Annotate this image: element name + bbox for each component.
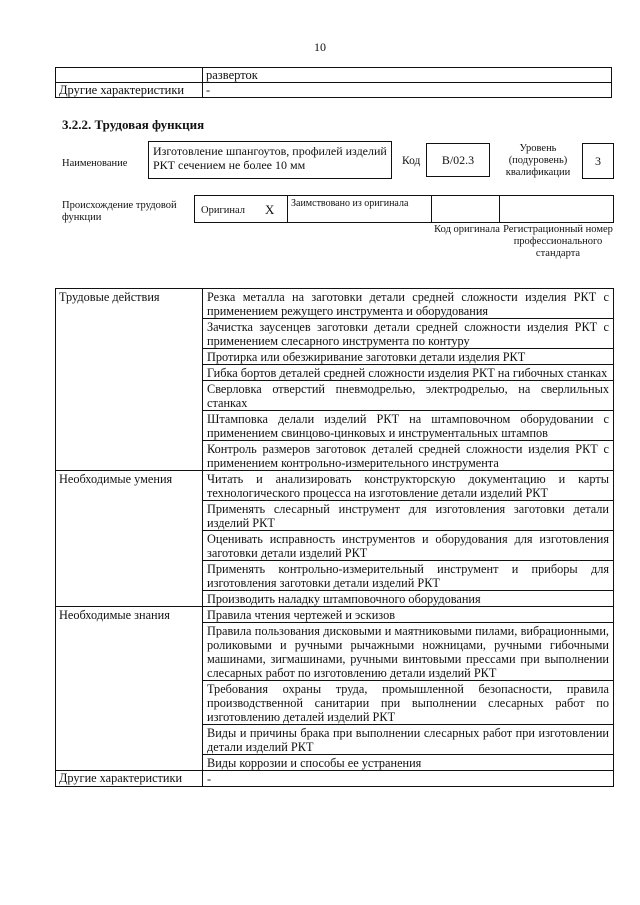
other-characteristics-label: Другие характеристики <box>56 771 203 787</box>
other-characteristics-value: - <box>203 771 614 787</box>
code-label: Код <box>402 155 421 167</box>
name-value: Изготовление шпангоутов, профилей изделий РКТ сечением не более 10 мм <box>148 141 392 179</box>
origin-row <box>194 195 614 223</box>
empty-cell <box>56 591 203 607</box>
empty-cell <box>56 349 203 365</box>
list-item: Требования охраны труда, промышленной безопасности, правила производственной санитарии при выполнении слесарных работ по изготовлению деталей изделий РКТ <box>203 681 614 725</box>
registration-number-label: Регистрационный номер профессионального стандарта <box>503 224 613 259</box>
empty-cell <box>56 411 203 441</box>
list-item: Оценивать исправность инструментов и оборудования для изготовления заготовки детали изделий РКТ <box>203 531 614 561</box>
divider <box>431 195 432 223</box>
borrowed-label: Заимствовано из оригинала <box>291 198 409 209</box>
original-label: Оригинал <box>201 205 245 216</box>
labor-actions <box>56 289 614 471</box>
section-label: Трудовые действия <box>56 289 203 319</box>
list-item: Виды и причины брака при выполнении слесарных работ при изготовлении детали изделий РКТ <box>203 725 614 755</box>
original-mark: X <box>265 202 275 217</box>
code-value: B/02.3 <box>426 143 490 177</box>
other-characteristics <box>56 771 614 787</box>
empty-cell <box>56 531 203 561</box>
list-item: Правила чтения чертежей и эскизов <box>203 607 614 623</box>
list-item: Применять контрольно-измерительный инструмент и приборы для изготовления заготовки детали изделий РКТ <box>203 561 614 591</box>
empty-cell <box>56 755 203 771</box>
divider <box>499 195 500 223</box>
empty-cell <box>56 381 203 411</box>
list-item: Протирка или обезжиривание заготовки детали изделия РКТ <box>203 349 614 365</box>
empty-cell <box>56 623 203 681</box>
row-value: разверток <box>203 68 612 83</box>
list-item: Виды коррозии и способы ее устранения <box>203 755 614 771</box>
list-item: Штамповка делали изделий РКТ на штамповочном оборудовании с применением свинцово-цинковых и инструментальных штампов <box>203 411 614 441</box>
empty-cell <box>56 501 203 531</box>
empty-cell <box>56 441 203 471</box>
list-item: Применять слесарный инструмент для изготовления заготовки детали изделий РКТ <box>203 501 614 531</box>
list-item: Правила пользования дисковыми и маятниковыми пилами, вибрационными, роликовыми и ручными рычажными ножницами, ручными гибочными машинами, зигмашинами, ручными винтовыми прессами при выполнении слесарных работ по изготовлению детали изделий РКТ <box>203 623 614 681</box>
empty-cell <box>56 319 203 349</box>
empty-cell <box>56 365 203 381</box>
empty-cell <box>56 681 203 725</box>
code-original-label: Код оригинала <box>434 224 500 235</box>
divider <box>287 195 288 223</box>
page-number: 10 <box>314 40 326 54</box>
other-characteristics-value: - <box>203 83 612 98</box>
level-label: Уровень (подуровень) квалификации <box>505 143 571 178</box>
origin-label: Происхождение трудовой функции <box>62 200 177 223</box>
required-knowledge <box>56 607 614 771</box>
empty-cell <box>56 561 203 591</box>
empty-cell <box>56 68 203 83</box>
section-title: 3.2.2. Трудовая функция <box>62 117 205 132</box>
previous-table-tail <box>55 67 612 98</box>
name-label: Наименование <box>62 158 128 169</box>
list-item: Зачистка заусенцев заготовки детали средней сложности изделия РКТ с применением слесарного инструмента по контуру <box>203 319 614 349</box>
other-characteristics-label: Другие характеристики <box>56 83 203 98</box>
section-label: Необходимые умения <box>56 471 203 501</box>
required-skills <box>56 471 614 607</box>
level-value: 3 <box>582 143 614 179</box>
function-details-table <box>55 288 614 787</box>
list-item: Контроль размеров заготовок деталей средней сложности изделия РКТ с применением контрольно-измерительного инструмента <box>203 441 614 471</box>
empty-cell <box>56 725 203 755</box>
list-item: Гибка бортов деталей средней сложности изделия РКТ на гибочных станках <box>203 365 614 381</box>
section-label: Необходимые знания <box>56 607 203 623</box>
list-item: Читать и анализировать конструкторскую документацию и карты технологического процесса на изготовление детали изделий РКТ <box>203 471 614 501</box>
list-item: Производить наладку штамповочного оборудования <box>203 591 614 607</box>
list-item: Сверловка отверстий пневмодрелью, электродрелью, на сверлильных станках <box>203 381 614 411</box>
list-item: Резка металла на заготовки детали средней сложности изделия РКТ с применением режущего инструмента и оборудования <box>203 289 614 319</box>
